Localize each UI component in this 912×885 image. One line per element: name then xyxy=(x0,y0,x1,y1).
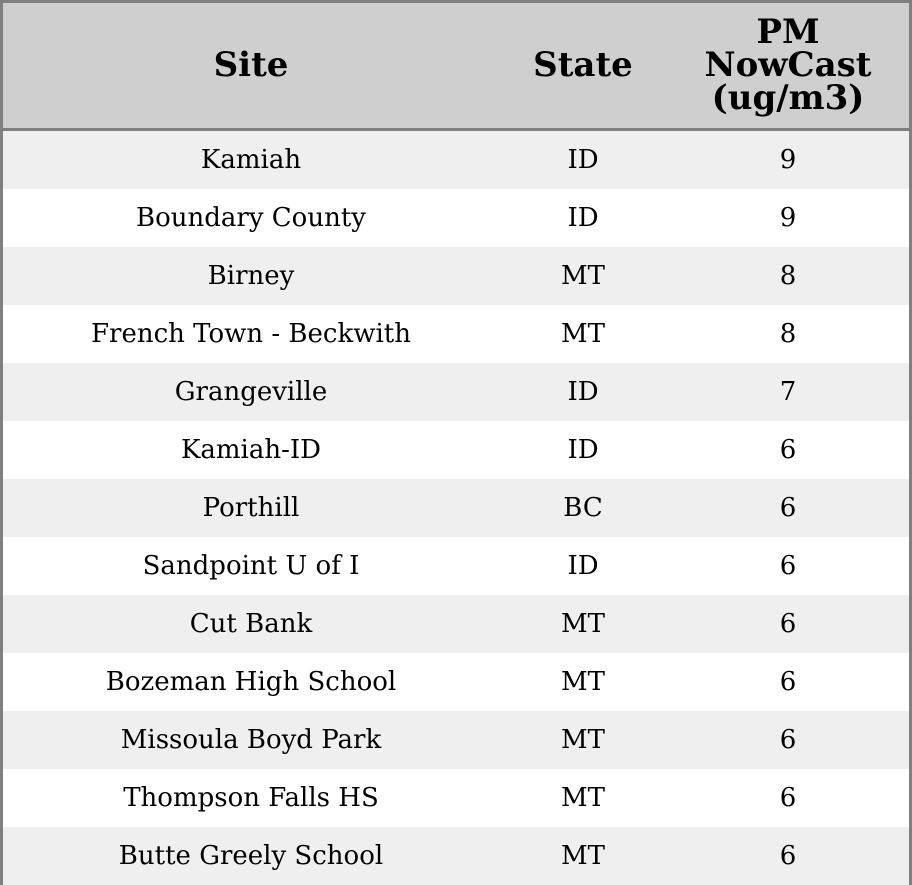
cell-site: French Town - Beckwith xyxy=(90,319,412,349)
cell-pm: 6 xyxy=(779,493,797,523)
cell-site: Grangeville xyxy=(174,377,328,407)
cell-state: ID xyxy=(567,203,599,233)
cell-state: MT xyxy=(561,609,605,639)
table-row xyxy=(3,131,909,189)
cell-pm: 6 xyxy=(779,551,797,581)
table-row xyxy=(3,363,909,421)
cell-state: ID xyxy=(567,551,599,581)
cell-pm: 6 xyxy=(779,783,797,813)
table-row xyxy=(3,827,909,885)
header-site: Site xyxy=(213,45,289,85)
cell-pm: 7 xyxy=(779,377,797,407)
cell-state: ID xyxy=(567,377,599,407)
cell-pm: 8 xyxy=(779,319,797,349)
cell-site: Thompson Falls HS xyxy=(123,783,379,813)
cell-pm: 6 xyxy=(779,435,797,465)
cell-pm: 9 xyxy=(779,145,797,175)
cell-state: MT xyxy=(561,841,605,871)
cell-site: Kamiah xyxy=(200,145,302,175)
table-row xyxy=(3,305,909,363)
table-row xyxy=(3,537,909,595)
table-row xyxy=(3,479,909,537)
cell-state: BC xyxy=(563,493,603,523)
table-row xyxy=(3,189,909,247)
cell-site: Birney xyxy=(207,261,295,291)
cell-site: Missoula Boyd Park xyxy=(120,725,382,755)
cell-state: ID xyxy=(567,435,599,465)
cell-pm: 9 xyxy=(779,203,797,233)
cell-pm: 6 xyxy=(779,725,797,755)
cell-state: ID xyxy=(567,145,599,175)
cell-pm: 8 xyxy=(779,261,797,291)
table-body xyxy=(3,131,909,885)
cell-site: Porthill xyxy=(202,493,300,523)
cell-site: Sandpoint U of I xyxy=(142,551,360,581)
cell-site: Kamiah-ID xyxy=(180,435,322,465)
cell-state: MT xyxy=(561,783,605,813)
cell-state: MT xyxy=(561,261,605,291)
header-state: State xyxy=(533,45,633,85)
table-row xyxy=(3,595,909,653)
header-pm-nowcast: PM NowCast (ug/m3) xyxy=(704,12,872,118)
cell-site: Bozeman High School xyxy=(105,667,397,697)
table-row xyxy=(3,653,909,711)
table-header xyxy=(3,3,909,131)
cell-state: MT xyxy=(561,725,605,755)
cell-pm: 6 xyxy=(779,667,797,697)
table-row xyxy=(3,421,909,479)
table-row xyxy=(3,711,909,769)
cell-state: MT xyxy=(561,319,605,349)
table-row xyxy=(3,769,909,827)
cell-state: MT xyxy=(561,667,605,697)
cell-site: Boundary County xyxy=(136,203,366,233)
cell-pm: 6 xyxy=(779,841,797,871)
cell-site: Cut Bank xyxy=(189,609,313,639)
table-row xyxy=(3,247,909,305)
cell-site: Butte Greely School xyxy=(118,841,384,871)
cell-pm: 6 xyxy=(779,609,797,639)
